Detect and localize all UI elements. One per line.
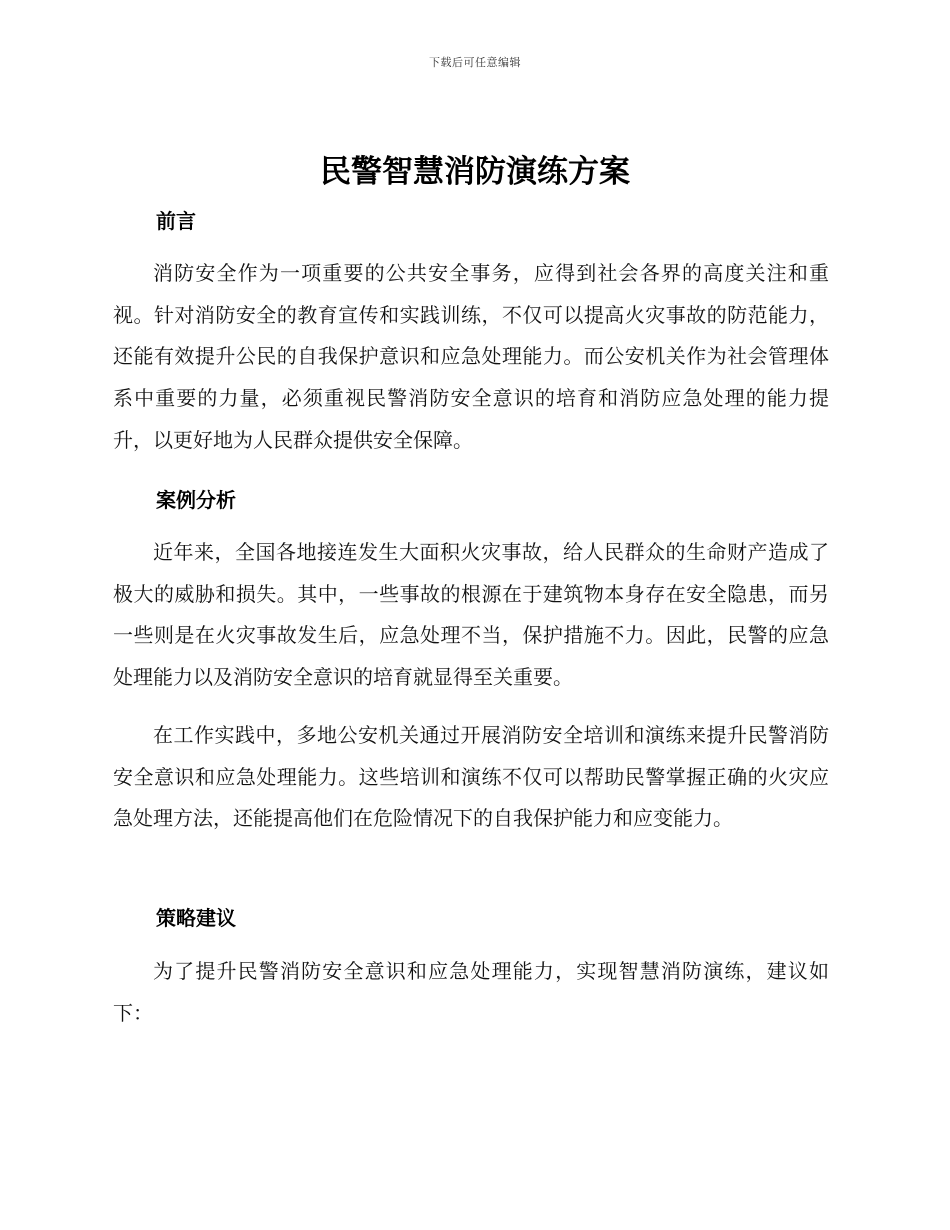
header-note: 下载后可任意编辑 xyxy=(429,56,521,69)
paragraph-case-analysis-2: 在工作实践中，多地公安机关通过开展消防安全培训和演练来提升民警消防安全意识和应急处理能力。这些培训和演练不仅可以帮助民警掌握正确的火灾应急处理方法，还能提高他们在危险情况下的自我保护能力和应变能力。 xyxy=(113,723,829,831)
document-title: 民警智慧消防演练方案 xyxy=(320,154,630,190)
paragraph-preface: 消防安全作为一项重要的公共安全事务，应得到社会各界的高度关注和重视。针对消防安全的教育宣传和实践训练，不仅可以提高火灾事故的防范能力，还能有效提升公民的自我保护意识和应急处理能力。而公安机关作为社会管理体系中重要的力量，必须重视民警消防安全意识的培育和消防应急处理的能力提升，以更好地为人民群众提供安全保障。 xyxy=(113,261,829,452)
section-heading-case-analysis: 案例分析 xyxy=(156,488,236,512)
paragraph-case-analysis-1: 近年来，全国各地接连发生大面积火灾事故，给人民群众的生命财产造成了极大的威胁和损失。其中，一些事故的根源在于建筑物本身存在安全隐患，而另一些则是在火灾事故发生后，应急处理不当，保护措施不力。因此，民警的应急处理能力以及消防安全意识的培育就显得至关重要。 xyxy=(113,540,829,690)
section-heading-preface: 前言 xyxy=(156,209,196,233)
section-heading-strategy: 策略建议 xyxy=(156,906,236,930)
paragraph-strategy: 为了提升民警消防安全意识和应急处理能力，实现智慧消防演练，建议如下： xyxy=(113,959,829,1025)
